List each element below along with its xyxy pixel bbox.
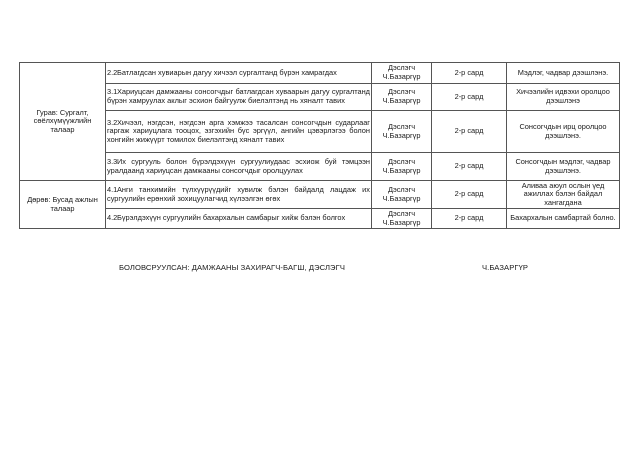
- activity-text: Анги танхимийн түлхүүрүүдийг хувилж бэлэн байдалд лацдаж их сургуулийн ерөнхий зохицуулагчид хүлээлгэн өгөх: [107, 184, 370, 203]
- activity-text: Хариуцсан дамжааны сонсогчдыг батлагдсан хуваарын дагуу сургалтанд бүрэн хамруулах аклыг эсхион байгуулж биелэлтэнд нь хяналт тавих: [107, 87, 370, 105]
- area-cell: Дөрөв: Бусад ажлын талаар: [20, 181, 106, 229]
- table-row: [20, 181, 620, 209]
- activity-number: 2.2: [107, 67, 118, 77]
- responsible-cell: Дэслэгч Ч.Базаргүр: [372, 153, 432, 181]
- result-cell: Бахархалын самбартай болно.: [507, 209, 620, 229]
- activity-number: 3.1: [107, 87, 118, 97]
- activity-cell: [106, 209, 372, 229]
- signatory-name: Ч.БАЗАРГҮР: [482, 263, 529, 272]
- table-row: [20, 63, 620, 84]
- activity-number: 3.3: [107, 156, 118, 166]
- table-row: [20, 111, 620, 153]
- term-cell: 2-р сард: [432, 209, 507, 229]
- result-cell: Хичээлийн идвэхи оролцоо дээшлэнэ: [507, 84, 620, 111]
- activity-number: 4.1: [107, 184, 118, 194]
- term-cell: 2-р сард: [432, 63, 507, 84]
- activity-number: 3.2: [107, 117, 118, 127]
- activity-cell: [106, 181, 372, 209]
- result-cell: Мэдлэг, чадвар дээшлэнэ.: [507, 63, 620, 84]
- activity-text: Их сургууль болон бүрэлдэхүүн сургуулиудаас эсхиож буй тэмцээн уралдаанд хариуцсан дамжааны сонсогчдыг оролцуулах: [107, 156, 370, 175]
- responsible-cell: Дэслэгч Ч.Базаргүр: [372, 84, 432, 111]
- responsible-cell: Дэслэгч Ч.Базаргүр: [372, 209, 432, 229]
- activity-number: 4.2: [107, 213, 118, 223]
- term-cell: 2-р сард: [432, 84, 507, 111]
- result-cell: Сонсогчдын ирц оролцоо дээшлэнэ.: [507, 111, 620, 153]
- plan-table: [19, 62, 620, 229]
- activity-text: Хичээл, нэгдсэн, нэгдсэн арга хэмжээ тасалсан сонсогчдын сударлааг гаргаж хариуцлага тооцох, эзгэхийн бүс эргүүл, ангийн цэвэрлэгээ болон хонгийн жижүүрт томилох биелэлтэнд хяналт тавих: [107, 117, 370, 144]
- activity-text: Батлагдсан хувиарын дагуу хичээл сургалтанд бүрэн хамрагдах: [117, 67, 337, 77]
- prepared-by-label: БОЛОВСРУУЛСАН: ДАМЖААНЫ ЗАХИРАГЧ-БАГШ, ДЭСЛЭГЧ: [119, 263, 345, 272]
- activity-cell: [106, 111, 372, 153]
- area-cell: Гурав: Сургалт, сөёлхүмүүжлийн талаар: [20, 63, 106, 181]
- responsible-cell: Дэслэгч Ч.Базаргүр: [372, 181, 432, 209]
- activity-cell: [106, 153, 372, 181]
- responsible-cell: Дэслэгч Ч.Базаргүр: [372, 111, 432, 153]
- activity-text: Бүрэлдэхүүн сургуулийн бахархалын самбарыг хийж бэлэн болгох: [117, 213, 346, 223]
- term-cell: 2-р сард: [432, 111, 507, 153]
- result-cell: Аливаа аюул ослын үед ажиллах бэлэн байдал хангагдана: [507, 181, 620, 209]
- table-row: [20, 84, 620, 111]
- table-row: [20, 209, 620, 229]
- term-cell: 2-р сард: [432, 153, 507, 181]
- term-cell: 2-р сард: [432, 181, 507, 209]
- activity-cell: [106, 84, 372, 111]
- responsible-cell: Дэслэгч Ч.Базаргүр: [372, 63, 432, 84]
- activity-cell: [106, 63, 372, 84]
- result-cell: Сонсогчдын мэдлэг, чадвар дээшлэнэ.: [507, 153, 620, 181]
- table-row: [20, 153, 620, 181]
